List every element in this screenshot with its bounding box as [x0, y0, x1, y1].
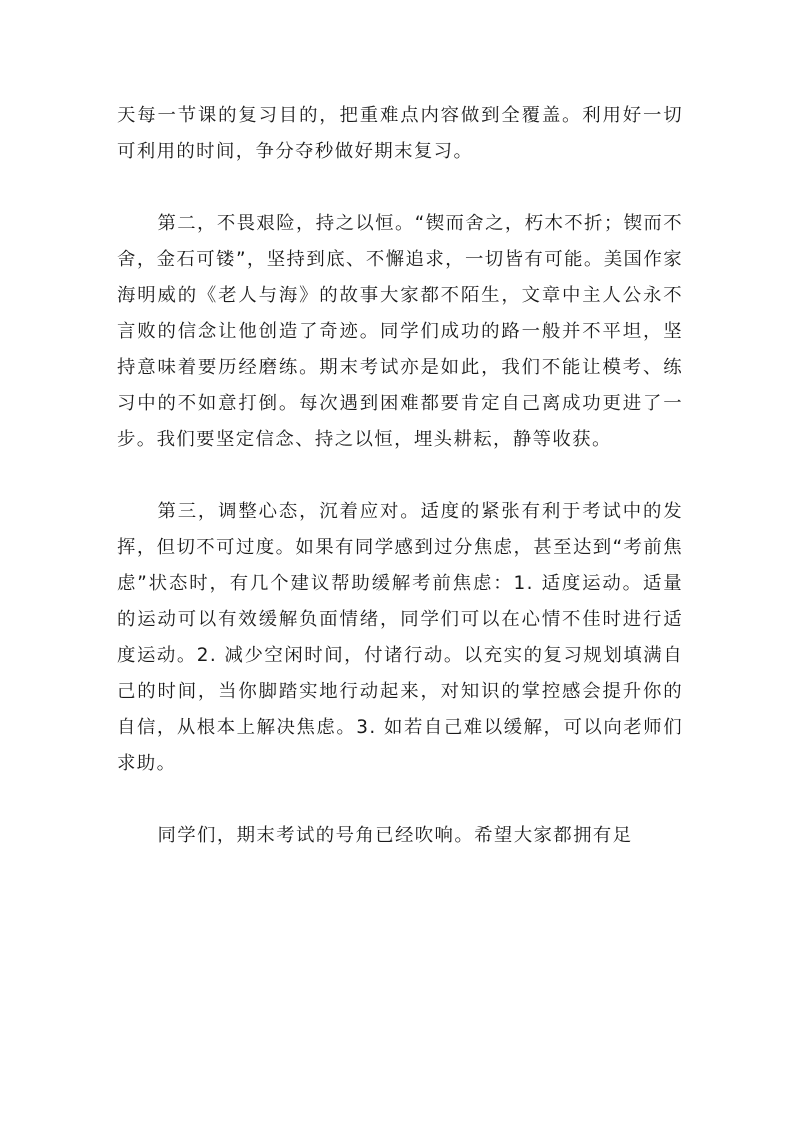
paragraph-perseverance: 第二，不畏艰险，持之以恒。“锲而舍之，朽木不折；锲而不舍，金石可镂”，坚持到底、不懈追求，一切皆有可能。美国作家海明威的《老人与海》的故事大家都不陌生，文章中主人公永不言败的信念让他创造了奇迹。同学们成功的路一般并不平坦，坚持意味着要历经磨练。期末考试亦是如此，我们不能让模考、练习中的不如意打倒。每次遇到困难都要肯定自己离成功更进了一步。我们要坚定信念、持之以恒，埋头耕耘，静等收获。: [117, 213, 683, 450]
paragraph-mindset: 第三，调整心态，沉着应对。适度的紧张有利于考试中的发挥，但切不可过度。如果有同学感到过分焦虑，甚至达到“考前焦虑”状态时，有几个建议帮助缓解考前焦虑：1. 适度运动。适量的运动可以有效缓解负面情绪，同学们可以在心情不佳时进行适度运动。2. 减少空闲时间，付诸行动。以充实的复习规划填满自己的时间，当你脚踏实地行动起来，对知识的掌控感会提升你的自信，从根本上解决焦虑。3. 如若自己难以缓解，可以向老师们求助。: [117, 501, 683, 774]
paragraph-closing: 同学们，期末考试的号角已经吹响。希望大家都拥有足: [157, 825, 633, 846]
paragraph-continuation: 天每一节课的复习目的，把重难点内容做到全覆盖。利用好一切可利用的时间，争分夺秒做好期末复习。: [117, 105, 683, 162]
document-body: [117, 98, 683, 890]
